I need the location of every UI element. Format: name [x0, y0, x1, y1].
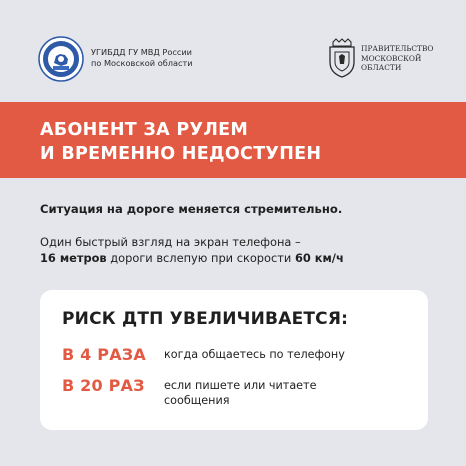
lead-text: Ситуация на дороге меняется стремительно.: [40, 202, 343, 216]
right-org-line1: ПРАВИТЕЛЬСТВО: [361, 44, 434, 53]
risk-description: когда общаетесь по телефону: [164, 348, 345, 361]
description: [40, 234, 344, 266]
left-org-line2: по Московской области: [91, 57, 193, 68]
description-middle: дороги вслепую при скорости: [106, 251, 295, 265]
left-org-line1: УГИБДД ГУ МВД России: [91, 47, 192, 57]
description-line2: [40, 250, 344, 266]
right-org-name: [361, 44, 433, 73]
distance-value: 16 метров: [40, 251, 107, 265]
headline-banner: [0, 102, 466, 178]
risk-description: если пишете или читаете сообщения: [164, 379, 317, 407]
risk-multiplier: В 20 РАЗ: [62, 376, 145, 395]
header: [0, 0, 466, 102]
risk-multiplier: В 4 РАЗА: [62, 345, 146, 364]
gibdd-emblem-icon: [38, 36, 84, 82]
headline-line1: АБОНЕНТ ЗА РУЛЕМ: [40, 120, 249, 140]
description-line1: Один быстрый взгляд на экран телефона –: [40, 235, 301, 249]
risk-card: [40, 290, 428, 430]
speed-value: 60 км/ч: [294, 251, 344, 265]
moscow-region-coat-of-arms-icon: [327, 38, 357, 78]
left-org-name: [91, 47, 193, 68]
right-org-line3: ОБЛАСТИ: [361, 63, 402, 73]
right-org-line2: МОСКОВСКОЙ: [361, 53, 422, 63]
risk-card-title: РИСК ДТП УВЕЛИЧИВАЕТСЯ:: [62, 309, 349, 329]
headline-line2: И ВРЕМЕННО НЕДОСТУПЕН: [40, 144, 322, 164]
